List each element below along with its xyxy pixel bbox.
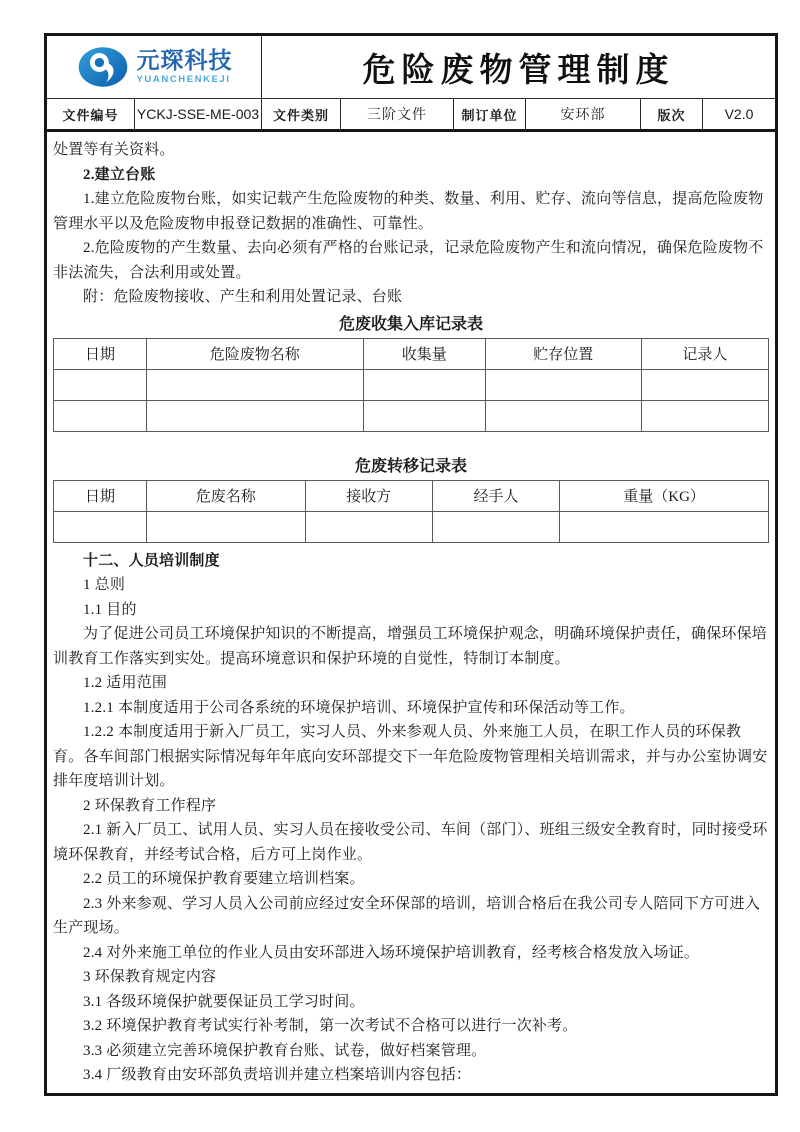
- table-row: [54, 511, 769, 542]
- paragraph: 3 环保教育规定内容: [83, 969, 217, 985]
- paragraph: 1.1 目的: [83, 601, 137, 618]
- logo-swirl-icon: [76, 44, 130, 90]
- paragraph: 3.4 厂级教育由安环部负责培训并建立档案培训内容包括：: [83, 1067, 472, 1083]
- table-header-row: [54, 480, 769, 511]
- paragraph: 1.2 适用范围: [83, 675, 168, 691]
- column-header: 贮存位置: [485, 338, 641, 369]
- page-title: 危险废物管理制度: [362, 52, 675, 89]
- paragraph: 附：危险废物接收、产生和利用处置记录、台账: [83, 289, 403, 305]
- paragraph: 2 环保教育工作程序: [83, 797, 217, 814]
- record-table-transfer: [53, 480, 769, 543]
- paragraph: 2.1 新入厂员工、试用人员、实习人员在接收受公司、车间（部门）、班组三级安全教育时，同时接受环境环保教育，并经考试合格，后方可上岗作业。: [53, 822, 768, 863]
- paragraph: 1 总则: [83, 577, 126, 593]
- paragraph: 为了促进公司员工环境保护知识的不断提高，增强员工环境保护观念，明确环境保护责任，确保环保培训教育工作落实到实处。提高环境意识和保护环境的自觉性，特制订本制度。: [53, 626, 768, 667]
- meta-label-doc-number: 文件编号: [47, 99, 135, 129]
- table-cell: [560, 511, 769, 542]
- column-header: 危险废物名称: [146, 338, 363, 369]
- column-header: 日期: [54, 480, 147, 511]
- paragraph: 3.3 必须建立完善环境保护教育台账、试卷，做好档案管理。: [83, 1042, 487, 1059]
- table-header-row: [54, 338, 769, 369]
- table-row: [54, 369, 769, 400]
- document-page: [44, 33, 778, 1096]
- table-cell: [146, 511, 305, 542]
- meta-value-issuing-unit: 安环部: [526, 99, 641, 129]
- paragraph: 1.2.1 本制度适用于公司各系统的环境保护培训、环境保护宣传和环保活动等工作。: [83, 699, 635, 716]
- column-header: 重量（KG）: [560, 480, 769, 511]
- company-name-en: YUANCHENKEJI: [136, 74, 231, 86]
- paragraph: 处置等有关资料。: [53, 142, 175, 158]
- paragraph: 2.4 对外来施工单位的作业人员由安环部进入场环境保护培训教育，经考核合格发放入场证。: [83, 944, 700, 961]
- paragraphs-before-tables: [53, 138, 769, 310]
- table-cell: [363, 369, 485, 400]
- title-cell: [262, 36, 775, 98]
- table-cell: [432, 511, 559, 542]
- table-title-transfer: 危废转移记录表: [354, 457, 467, 475]
- column-header: 接收方: [305, 480, 432, 511]
- table-title-collection: 危废收集入库记录表: [338, 315, 483, 333]
- table-cell: [305, 511, 432, 542]
- company-name-cn: 元琛科技: [136, 47, 233, 74]
- logo-text: [137, 49, 233, 85]
- company-logo: [47, 36, 262, 98]
- paragraph: 2.2 员工的环境保护教育要建立培训档案。: [83, 871, 365, 887]
- column-header: 经手人: [432, 480, 559, 511]
- column-header: 危废名称: [146, 480, 305, 511]
- table-cell: [54, 400, 147, 431]
- table-cell: [641, 400, 768, 431]
- paragraph: 1.建立危险废物台账，如实记载产生危险废物的种类、数量、利用、贮存、流向等信息，提高危险废物管理水平以及危险废物申报登记数据的准确性、可靠性。: [53, 191, 764, 232]
- record-table-collection: [53, 338, 769, 432]
- table-cell: [54, 369, 147, 400]
- header-row: [47, 36, 775, 99]
- table-cell: [485, 369, 641, 400]
- column-header: 收集量: [363, 338, 485, 369]
- paragraphs-after-tables: [53, 549, 769, 1088]
- meta-value-version: V2.0: [724, 106, 754, 122]
- table-row: [54, 400, 769, 431]
- document-meta-row: [47, 99, 775, 132]
- meta-label-version: 版次: [641, 99, 703, 129]
- paragraph: 3.1 各级环境保护就要保证员工学习时间。: [83, 993, 365, 1010]
- paragraph: 2.危险废物的产生数量、去向必须有严格的台账记录，记录危险废物产生和流向情况，确保危险废物不非法流失，合法利用或处置。: [53, 240, 764, 281]
- table-cell: [146, 369, 363, 400]
- paragraph: 2.3 外来参观、学习人员入公司前应经过安全环保部的培训，培训合格后在我公司专人陪同下方可进入生产现场。: [53, 895, 760, 936]
- table-cell: [485, 400, 641, 431]
- table-cell: [54, 511, 147, 542]
- paragraph: 3.2 环境保护教育考试实行补考制，第一次考试不合格可以进行一次补考。: [83, 1018, 578, 1034]
- document-body: [47, 132, 775, 1088]
- paragraph: 1.2.2 本制度适用于新入厂员工，实习人员、外来参观人员、外来施工人员，在职工作人员的环保教育。各车间部门根据实际情况每年年底向安环部提交下一年危险废物管理相关培训需求，并与办公室协调安排年度培训计划。: [53, 724, 768, 789]
- column-header: 记录人: [641, 338, 768, 369]
- meta-value-doc-number: YCKJ-SSE-ME-003: [135, 99, 262, 129]
- table-cell: [146, 400, 363, 431]
- meta-label-issuing-unit: 制订单位: [454, 99, 526, 129]
- section-heading: 2.建立台账: [83, 166, 156, 183]
- meta-label-doc-category: 文件类别: [262, 99, 341, 129]
- meta-value-doc-category: 三阶文件: [341, 99, 454, 129]
- table-cell: [641, 369, 768, 400]
- column-header: 日期: [54, 338, 147, 369]
- section-heading: 十二、人员培训制度: [83, 552, 220, 569]
- table-cell: [363, 400, 485, 431]
